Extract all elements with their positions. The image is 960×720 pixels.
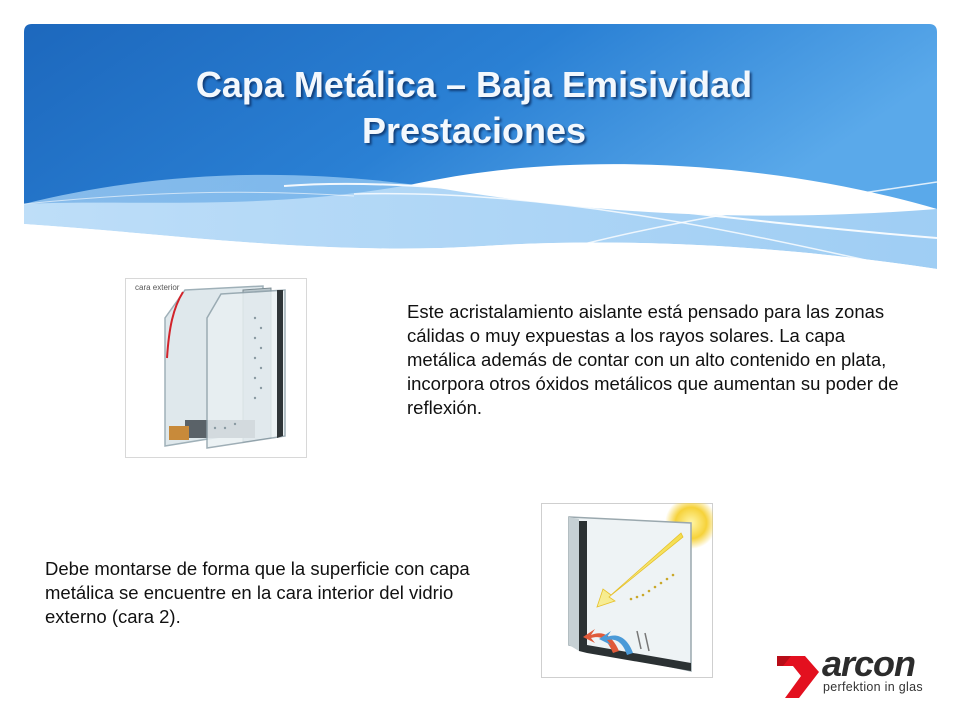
solar-reflection-image [541, 503, 713, 678]
slide-title [24, 62, 924, 154]
logo-wordmark: arcon [822, 643, 916, 684]
title-line-1: Capa Metálica – Baja Emisividad [195, 64, 753, 105]
cara-exterior-label: cara exterior [135, 283, 180, 292]
arcon-arrow-icon [775, 648, 821, 700]
title-line-2: Prestaciones [361, 110, 587, 151]
arcon-logo [775, 643, 935, 700]
paragraph-2: Debe montarse de forma que la superficie con capa metálica se encuentre en la cara interior del vidrio externo (cara 2). [45, 558, 470, 627]
glazing-cross-section-image [125, 278, 307, 458]
paragraph-1: Este acristalamiento aislante está pensado para las zonas cálidas o muy expuestas a los rayos solares. La capa metálica además de contar con un alto contenido en plata, incorpora otros óxidos metálicos que aumentan su poder de reflexión. [407, 301, 899, 418]
logo-tagline: perfektion in glas [823, 680, 923, 694]
